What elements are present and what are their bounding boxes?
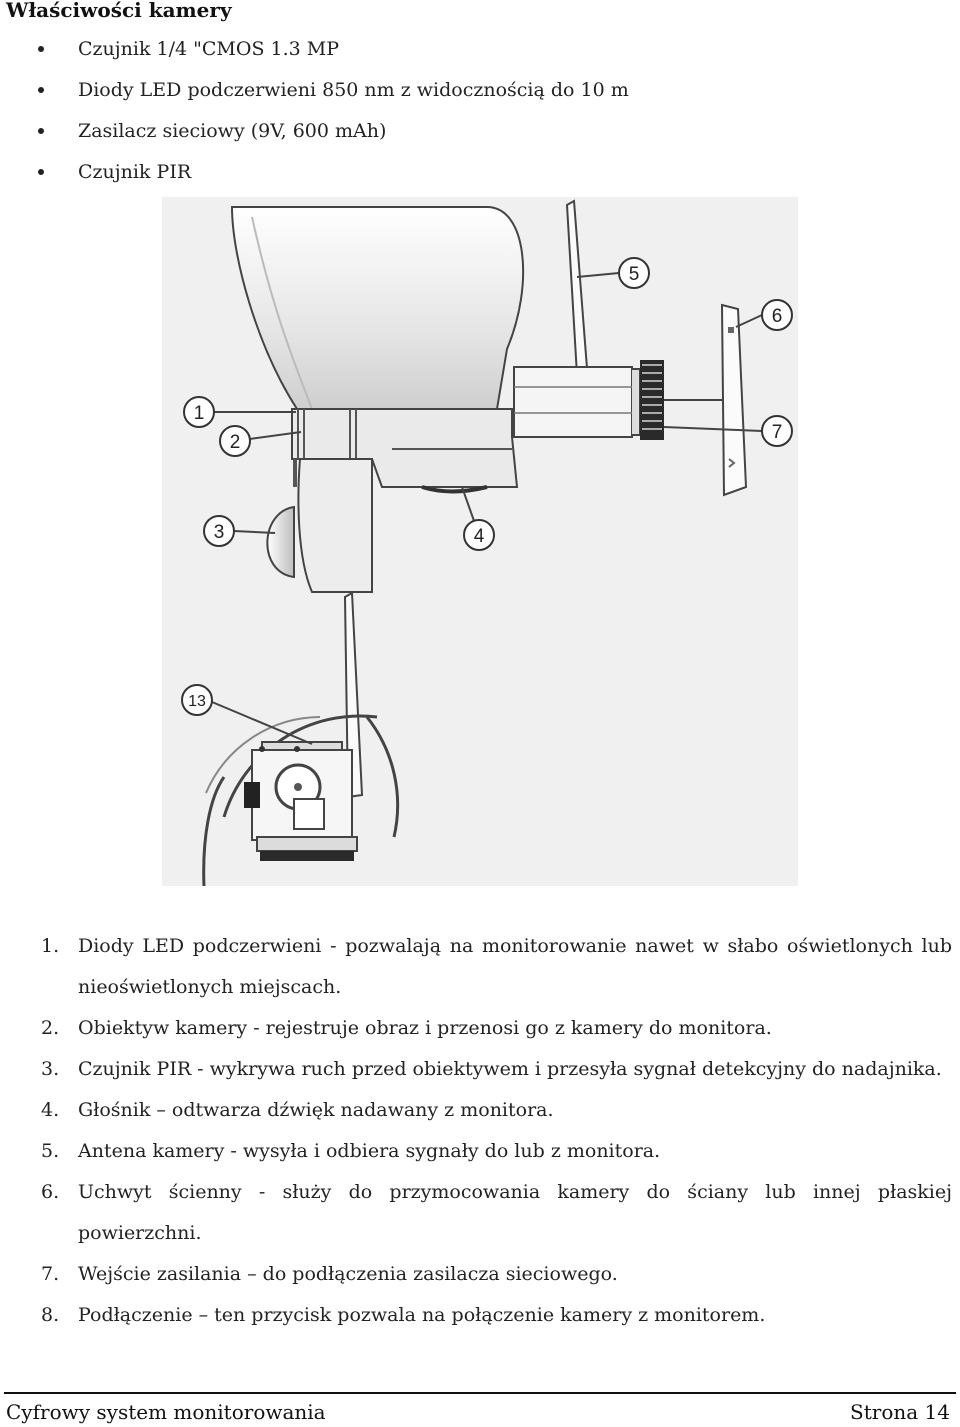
bullet-icon (38, 87, 44, 93)
callout-2: 2 (229, 432, 241, 453)
callout-7: 7 (771, 422, 783, 443)
thread-joint (640, 360, 664, 440)
callout-6: 6 (771, 306, 783, 327)
bullet-icon (38, 169, 44, 175)
wall-mount (664, 305, 746, 495)
callout-4: 4 (473, 526, 485, 547)
callout-1: 1 (193, 403, 205, 424)
callout-13: 13 (188, 693, 206, 710)
callout-5: 5 (628, 264, 640, 285)
pir-sensor-icon (267, 507, 294, 577)
bullet-icon (38, 128, 44, 134)
footer-title: Cyfrowy system monitorowania (6, 1400, 326, 1424)
camera-diagram (162, 197, 798, 886)
document-page: Właściwości kamery Czujnik 1/4 "CMOS 1.3 MP Diody LED podczerwieni 850 nm z widocznością do 10 m Zasilacz sieciowy (9V, 600 mAh) Czujnik PIR 1 2 3 4 5 6 7 13 1. Diody LED podczerwieni - pozwalają na monitorowanie nawet w słabo oświetlonych lub nieoświetlonych miejscach. 2. Obiektyw kamery - rejestruje obraz i przenosi go z kamery do monitora. 3. Czujnik PIR - wykrywa ruch przed obiektywem i przesyła sygnał detekcyjny do nadajnika. 4. Głośnik – odtwarza dźwięk nadawany z monitora. 5. Antena kamery - wysyła i odbiera sygnały do lub z monitora. 6. Uchwyt ścienny - służy do przymocowania kamery do ściany lub innej płaskiej powierzchni. 7. Wejście zasilania – do podłączenia zasilacza sieciowego. 8. Podłączenie – ten przycisk pozwala na połączenie kamery z monitorem. Cyfrowy system monitorowania Strona 14 (0, 0, 960, 1427)
footer-divider (4, 1392, 956, 1394)
callout-3: 3 (213, 522, 225, 543)
section-title: Właściwości kamery (6, 0, 232, 22)
bullet-icon (38, 46, 44, 52)
page-number: Strona 14 (850, 1400, 950, 1424)
